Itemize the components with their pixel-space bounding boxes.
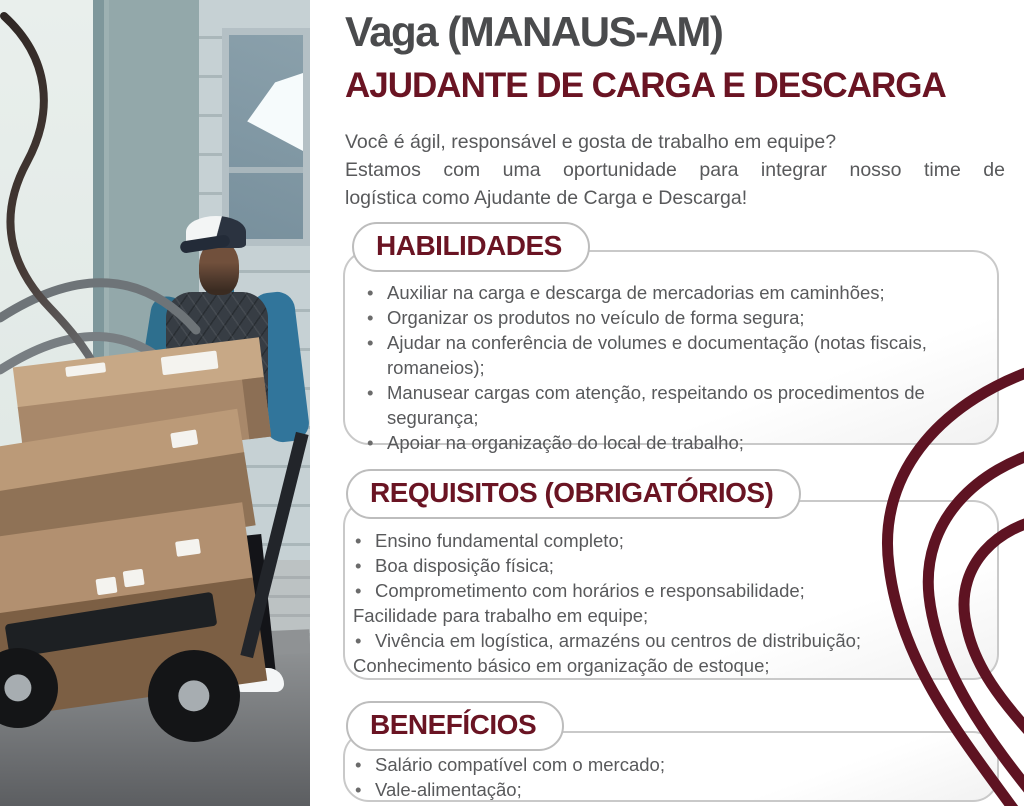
wheel-hub: [4, 674, 31, 701]
list-item: • Apoiar na organização do local de trabalho;: [365, 430, 990, 455]
beneficios-list: [353, 752, 978, 802]
shipping-label: [65, 362, 106, 377]
list-item: • Boa disposição física;: [353, 553, 988, 578]
list-item: • Salário compatível com o mercado;: [353, 752, 978, 777]
worker-photo: [0, 0, 310, 806]
fragile-icon: [123, 569, 145, 588]
page-title: Vaga (MANAUS-AM): [345, 8, 723, 55]
recycle-icon: [95, 577, 117, 596]
building-window: [222, 28, 310, 246]
intro-paragraph: [345, 128, 1005, 212]
list-item: • Comprometimento com horários e responsabilidade;: [353, 578, 988, 603]
intro-line: Você é ágil, responsável e gosta de trabalho em equipe?: [345, 131, 837, 153]
shipping-label: [161, 351, 219, 376]
window-mullion: [229, 167, 303, 173]
list-item: Conhecimento básico em organização de estoque;: [353, 655, 770, 676]
intro-line: Estamos com uma oportunidade para integrar nosso time de: [345, 159, 1005, 181]
section-header-habilidades: HABILIDADES: [352, 222, 590, 272]
section-header-beneficios: BENEFÍCIOS: [346, 701, 564, 751]
list-item: • Organizar os produtos no veículo de forma segura;: [365, 305, 990, 330]
list-item: • Ensino fundamental completo;: [353, 528, 988, 553]
list-item: • Auxiliar na carga e descarga de mercadorias em caminhões;: [365, 280, 990, 305]
shipping-label: [170, 429, 198, 448]
list-item: Facilidade para trabalho em equipe;: [353, 605, 649, 626]
list-item: • Manusear cargas com atenção, respeitando os procedimentos de segurança;: [365, 380, 990, 430]
section-header-requisitos: REQUISITOS (OBRIGATÓRIOS): [346, 469, 801, 519]
list-item: • Vale-alimentação;: [353, 777, 978, 802]
window-reflection: [241, 73, 303, 151]
list-item: • Ajudar na conferência de volumes e documentação (notas fiscais, romaneios);: [365, 330, 990, 380]
habilidades-list: [365, 280, 990, 455]
wheel-hub: [178, 680, 209, 711]
shipping-label: [175, 539, 201, 557]
intro-line: logística como Ajudante de Carga e Descarga!: [345, 187, 748, 209]
hand-truck-wheel: [148, 650, 240, 742]
job-title: AJUDANTE DE CARGA E DESCARGA: [345, 66, 946, 105]
requisitos-list: [353, 528, 988, 678]
list-item: • Vivência em logística, armazéns ou centros de distribuição;: [353, 628, 988, 653]
